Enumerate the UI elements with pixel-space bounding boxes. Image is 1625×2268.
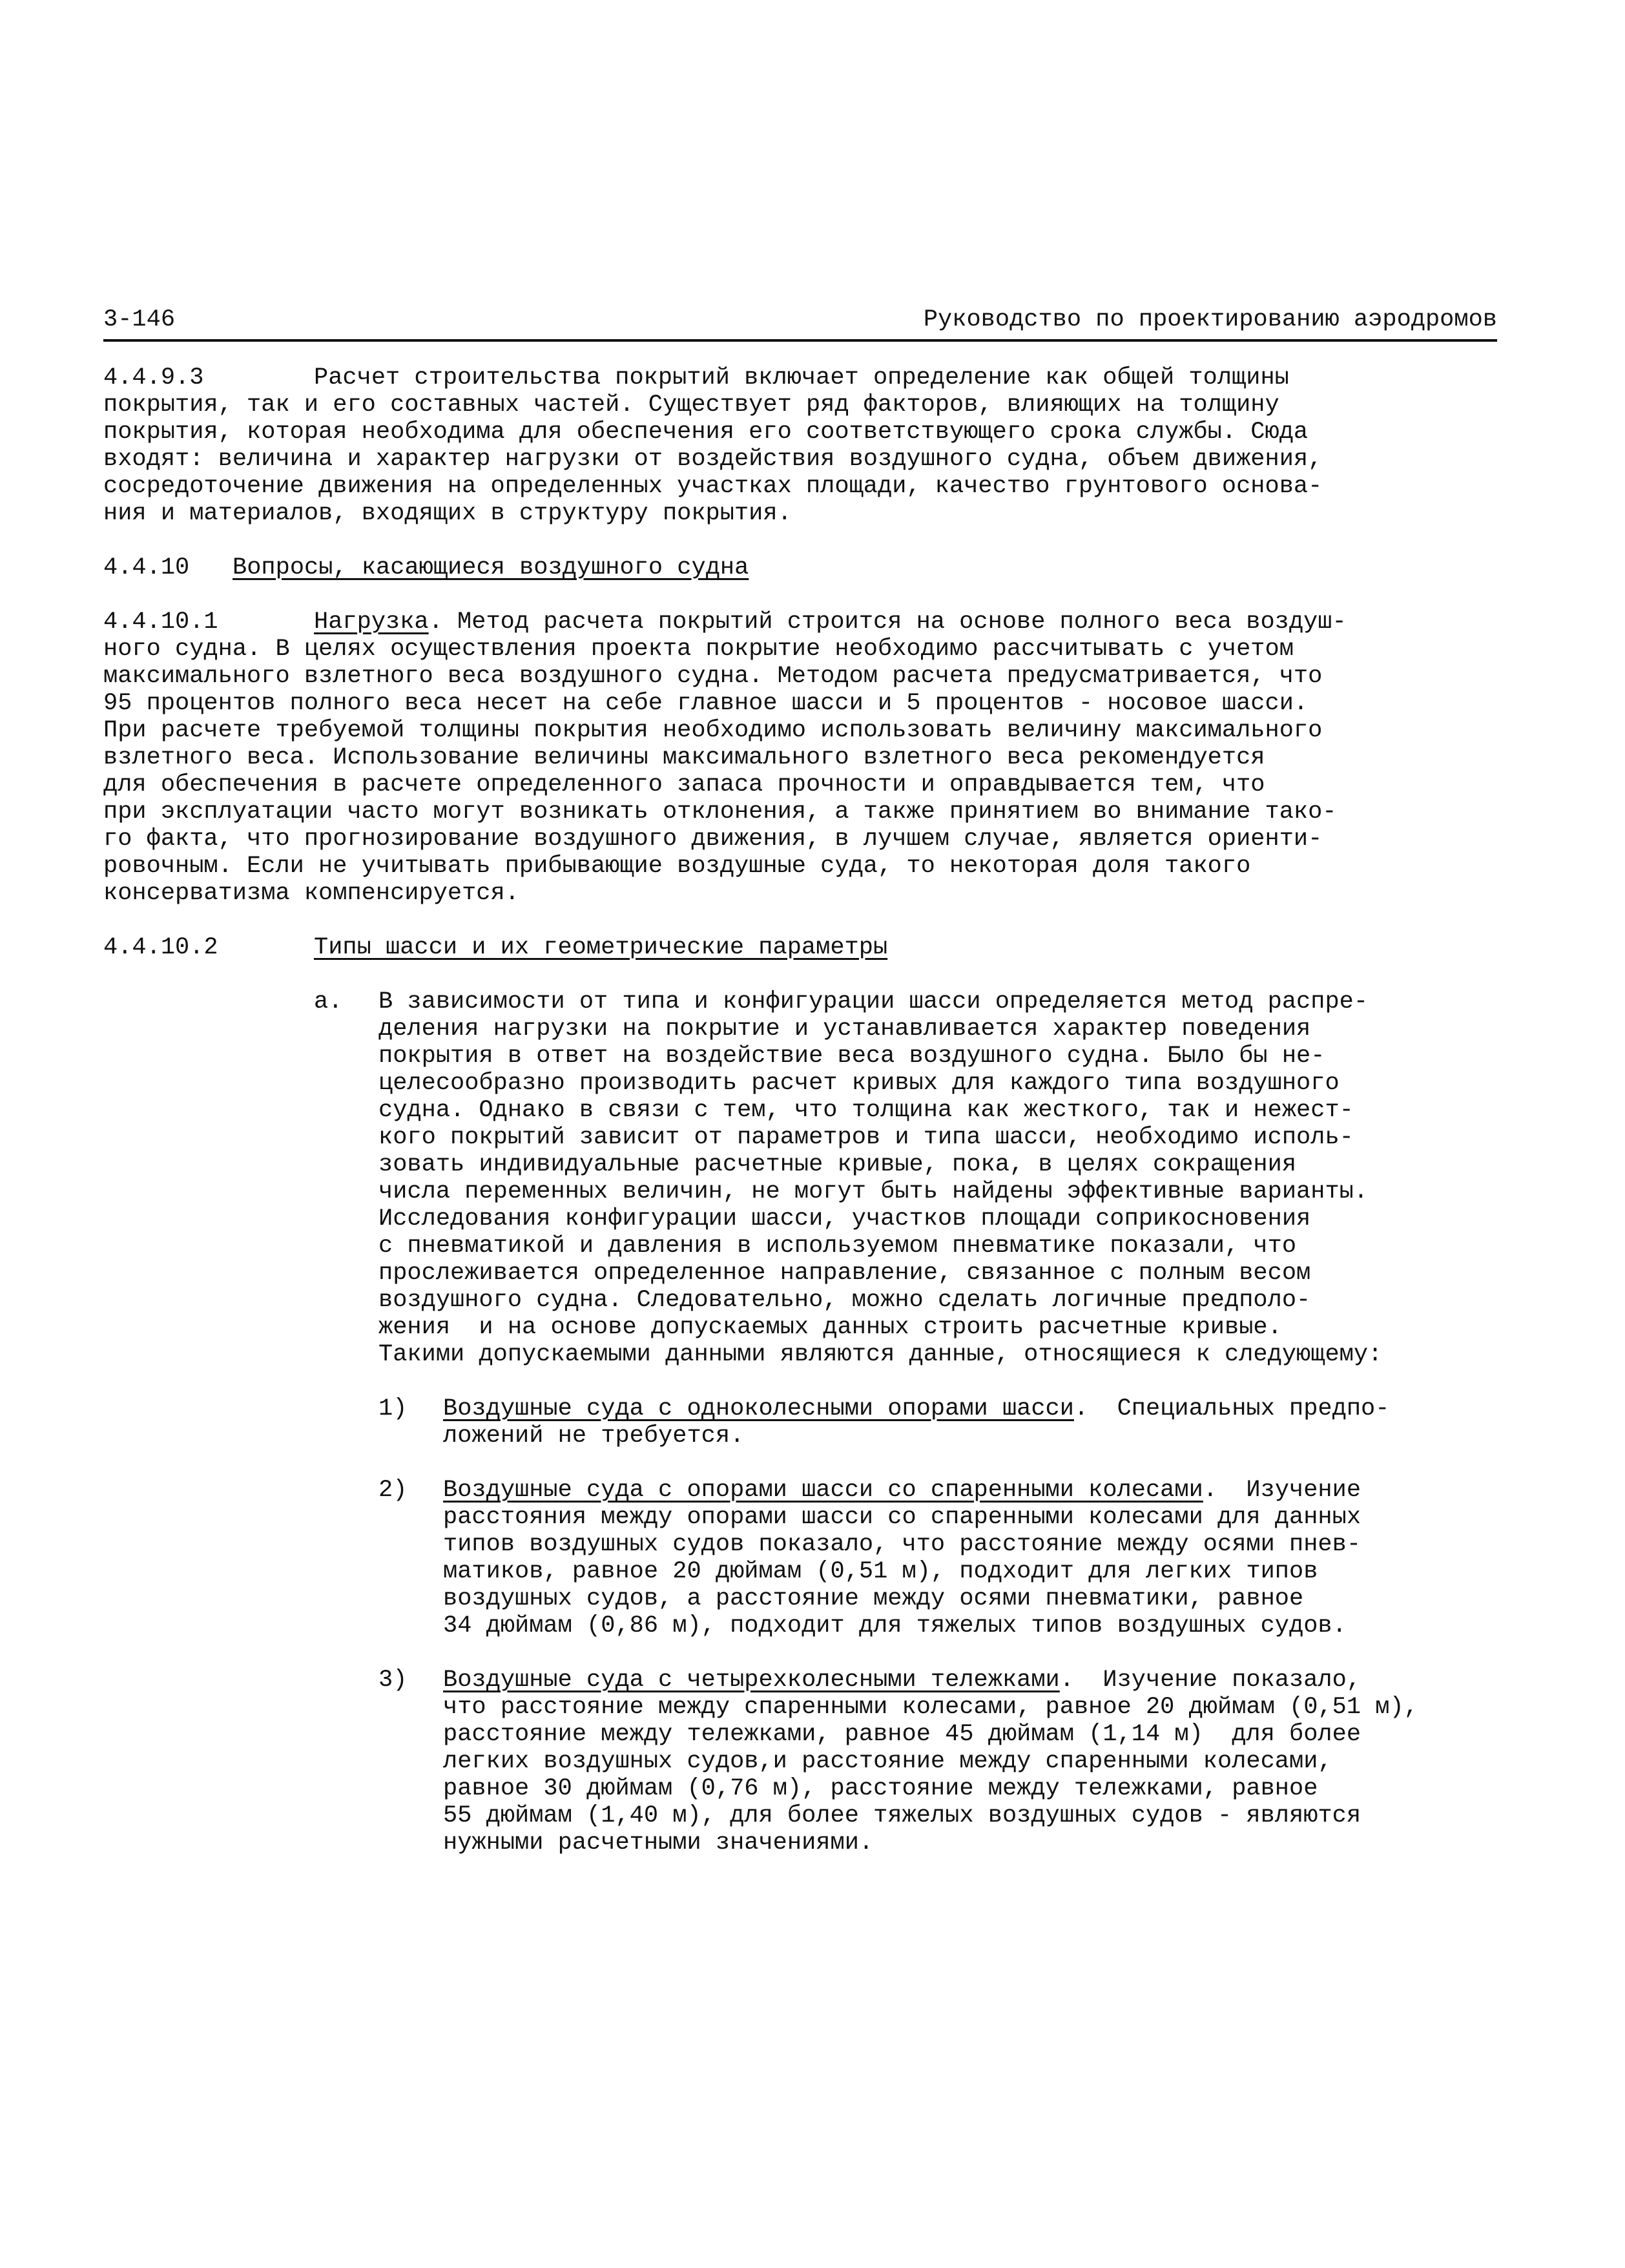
paragraph-first-line [314, 609, 1347, 636]
paragraph-line: что расстояние между спаренными колесами, равное 20 дюймам (0,51 м), [443, 1694, 1418, 1721]
paragraph-line: входят: величина и характер нагрузки от воздействия воздушного судна, объем движения, [103, 446, 1323, 473]
subitem-first-line [443, 1667, 1361, 1694]
paragraph-line: с пневматикой и давления в используемом пневматике показали, что [378, 1233, 1297, 1260]
subitem-title-dual-tandem: Воздушные суда с четырехколесными тележками [443, 1667, 1060, 1694]
list-marker-1: 1) [378, 1395, 408, 1422]
paragraph-line: консерватизма компенсируется. [103, 880, 519, 907]
paragraph-line: расстояние между тележками, равное 45 дюймам (1,14 м) для более [443, 1721, 1361, 1748]
section-number-4410: 4.4.10 [103, 554, 190, 581]
subitem-title-single-wheel: Воздушные суда с одноколесными опорами шасси [443, 1395, 1074, 1422]
section-number-44101: 4.4.10.1 [103, 609, 218, 636]
paragraph-line: нужными расчетными значениями. [443, 1829, 874, 1857]
list-marker-3: 3) [378, 1667, 408, 1694]
paragraph-line: Исследования конфигурации шасси, участков площади соприкосновения [378, 1205, 1311, 1233]
paragraph-line: судна. Однако в связи с тем, что толщина как жесткого, так и нежест- [378, 1097, 1354, 1124]
paragraph-line: при эксплуатации часто могут возникать отклонения, а также принятием во внимание тако- [103, 798, 1337, 826]
paragraph-line: прослеживается определенное направление, связанное с полным весом [378, 1260, 1311, 1287]
running-title: Руководство по проектированию аэродромов [923, 306, 1497, 333]
subitem-first-line [443, 1477, 1361, 1504]
paragraph-line: расстояния между опорами шасси со спаренными колесами для данных [443, 1504, 1361, 1531]
subsection-title-nagruzka: Нагрузка [314, 609, 429, 636]
paragraph-line: взлетного веса. Использование величины максимального взлетного веса рекомендуется [103, 744, 1265, 771]
header-rule [103, 339, 1497, 342]
paragraph-line: легких воздушных судов,и расстояние между спаренными колесами, [443, 1748, 1332, 1775]
paragraph-line: числа переменных величин, не могут быть найдены эффективные варианты. [378, 1178, 1369, 1205]
paragraph-line: зовать индивидуальные расчетные кривые, пока, в целях сокращения [378, 1151, 1297, 1178]
paragraph-line: сосредоточение движения на определенных участках площади, качество грунтового основа- [103, 473, 1323, 500]
section-number-4493: 4.4.9.3 [103, 364, 204, 391]
paragraph-line: 95 процентов полного веса несет на себе главное шасси и 5 процентов - носовое шасси. [103, 690, 1309, 717]
paragraph-line: воздушных судов, а расстояние между осями пневматики, равное [443, 1585, 1304, 1612]
paragraph-line: ложений не требуется. [443, 1422, 745, 1450]
paragraph-line-rest: . Специальных предпо- [1073, 1395, 1390, 1422]
paragraph-line: покрытия, которая необходима для обеспечения его соответствующего срока службы. Сюда [103, 419, 1309, 446]
paragraph-line: типов воздушных судов показало, что расстояние между осями пнев- [443, 1531, 1361, 1558]
paragraph-line: для обеспечения в расчете определенного запаса прочности и оправдывается тем, что [103, 771, 1265, 798]
paragraph-line: 34 дюймам (0,86 м), подходит для тяжелых типов воздушных судов. [443, 1612, 1347, 1639]
paragraph-line-rest: . Метод расчета покрытий строится на основе полного веса воздуш- [428, 609, 1347, 636]
paragraph-line: покрытия в ответ на воздействие веса воздушного судна. Было бы не- [378, 1043, 1325, 1070]
paragraph-line: В зависимости от типа и конфигурации шасси определяется метод распре- [378, 988, 1369, 1015]
paragraph-line-rest: . Изучение показало, [1059, 1667, 1361, 1694]
list-marker-a: a. [314, 988, 343, 1015]
paragraph-line: При расчете требуемой толщины покрытия необходимо использовать величину максимального [103, 717, 1323, 744]
paragraph-line: Такими допускаемыми данными являются данные, относящиеся к следующему: [378, 1341, 1383, 1368]
paragraph-line: деления нагрузки на покрытие и устанавливается характер поведения [378, 1015, 1311, 1043]
subitem-first-line [443, 1395, 1389, 1422]
paragraph-line: 55 дюймам (1,40 м), для более тяжелых воздушных судов - являются [443, 1802, 1361, 1829]
page-number: 3-146 [103, 306, 176, 333]
paragraph-line: Расчет строительства покрытий включает определение как общей толщины [314, 364, 1289, 391]
list-marker-2: 2) [378, 1477, 408, 1504]
paragraph-line: покрытия, так и его составных частей. Существует ряд факторов, влияющих на толщину [103, 391, 1279, 419]
paragraph-line: целесообразно производить расчет кривых для каждого типа воздушного [378, 1070, 1340, 1097]
paragraph-line: ровочным. Если не учитывать прибывающие воздушные суда, то некоторая доля такого [103, 853, 1251, 880]
subitem-title-dual-wheel: Воздушные суда с опорами шасси со спаренными колесами [443, 1477, 1203, 1504]
section-heading-4410: Вопросы, касающиеся воздушного судна [233, 554, 749, 581]
paragraph-line: ного судна. В целях осуществления проекта покрытие необходимо рассчитывать с учетом [103, 636, 1294, 663]
paragraph-line: воздушного судна. Следовательно, можно сделать логичные предполо- [378, 1287, 1311, 1314]
paragraph-line: матиков, равное 20 дюймам (0,51 м), подходит для легких типов [443, 1558, 1318, 1585]
paragraph-line: го факта, что прогнозирование воздушного движения, в лучшем случае, является ориенти- [103, 826, 1323, 853]
section-number-44102: 4.4.10.2 [103, 934, 218, 961]
paragraph-line: равное 30 дюймам (0,76 м), расстояние между тележками, равное [443, 1775, 1318, 1802]
section-heading-44102: Типы шасси и их геометрические параметры [314, 934, 888, 961]
paragraph-line: максимального взлетного веса воздушного судна. Методом расчета предусматривается, что [103, 663, 1323, 690]
paragraph-line: ния и материалов, входящих в структуру покрытия. [103, 500, 792, 527]
paragraph-line: жения и на основе допускаемых данных строить расчетные кривые. [378, 1314, 1282, 1341]
paragraph-line-rest: . Изучение [1203, 1477, 1361, 1504]
paragraph-line: кого покрытий зависит от параметров и типа шасси, необходимо исполь- [378, 1124, 1354, 1151]
